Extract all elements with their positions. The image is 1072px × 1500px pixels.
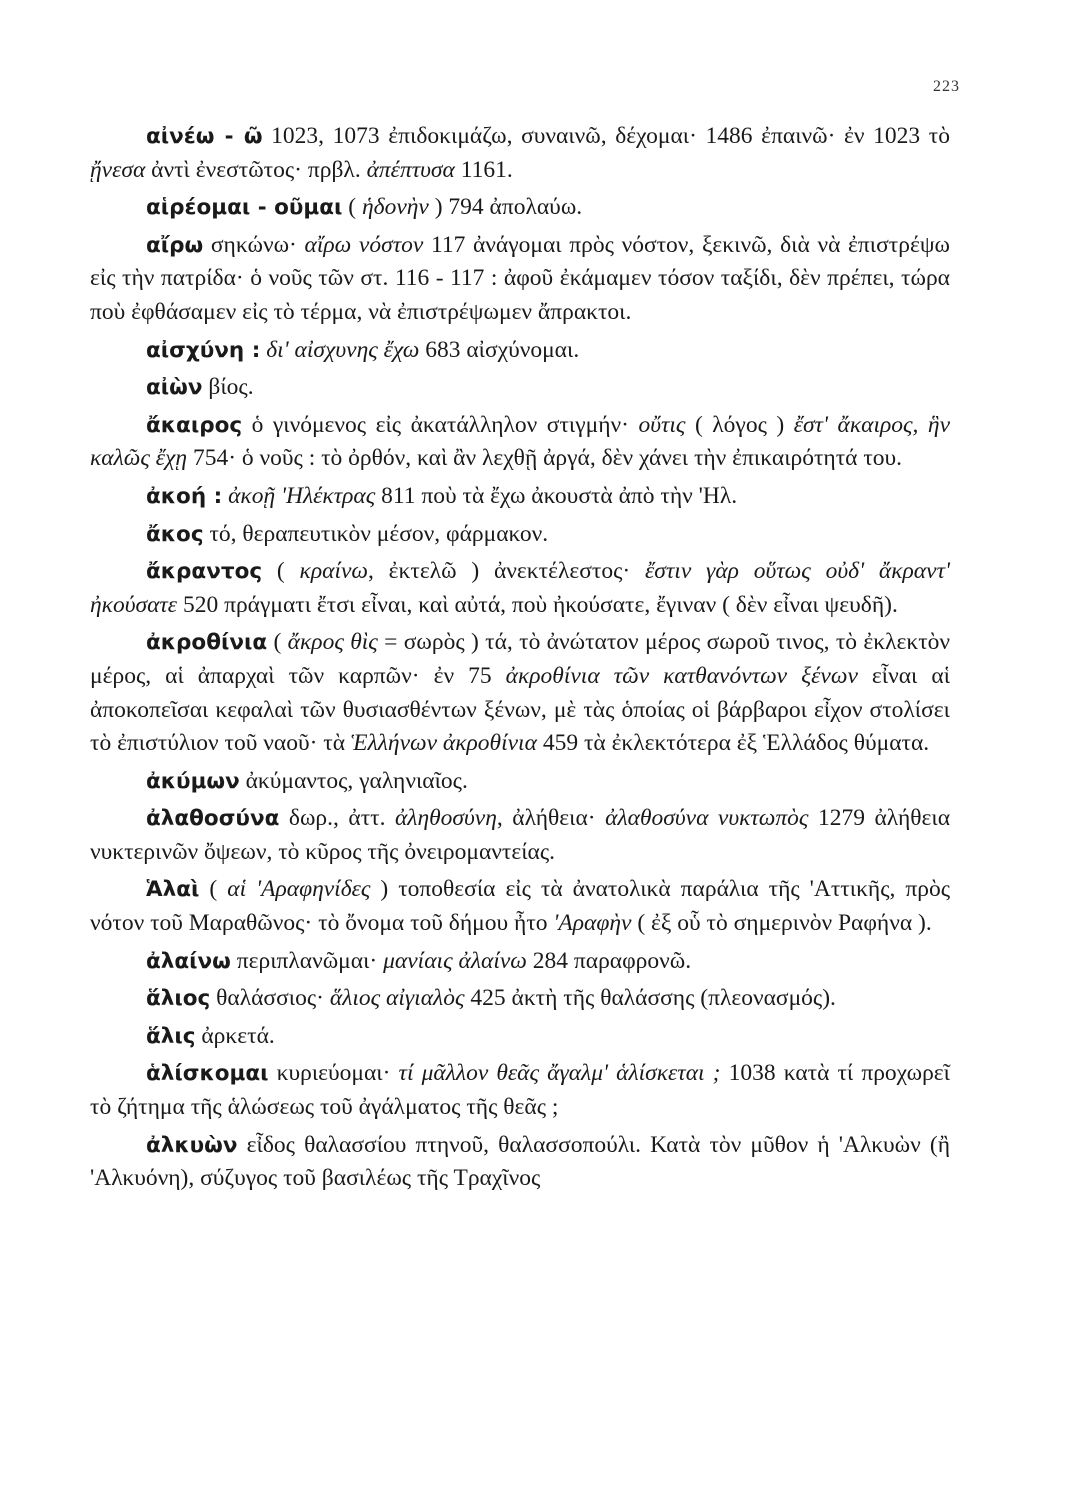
entry-text: , ἀλήθεια· <box>496 805 606 832</box>
entry-headword: ἀκοή : <box>146 483 223 509</box>
entry-headword: ἅλιος <box>146 986 211 1012</box>
entry-headword: ἀλκυὼν <box>146 1132 238 1158</box>
entry-citation: μανίαις ἀλαίνω <box>383 947 527 974</box>
entry-headword: αἰνέω - ῶ <box>146 124 263 149</box>
dictionary-entries <box>90 120 950 1200</box>
entry-text: τό, θεραπευτικὸν μέσον, φάρμακον. <box>209 520 549 547</box>
entry-headword: αἴρω <box>146 232 204 258</box>
entry-text: ( λόγος ) <box>685 411 794 438</box>
entry-citation: ἡδονὴν <box>361 194 429 221</box>
dictionary-entry <box>90 626 950 760</box>
entry-citation: ᾔνεσα <box>90 156 146 183</box>
dictionary-entry <box>90 765 950 799</box>
entry-text: ( <box>276 558 300 585</box>
entry-citation: ἀλαθοσύνα νυκτωπὸς <box>605 805 809 832</box>
entry-text: 754· ὁ νοῦς : τὸ ὀρθόν, καὶ ἂν λεχθῇ ἀργά, δὲν χάνει τὴν ἐπικαιρότητά του. <box>187 445 903 472</box>
entry-text: κυριεύομαι· <box>276 1060 399 1087</box>
entry-citation: ἀκροθίνια τῶν κατθανόντων ξένων <box>505 662 858 689</box>
entry-text: ( <box>348 194 362 221</box>
dictionary-entry <box>90 873 950 940</box>
entry-text: δωρ., ἀττ. <box>288 805 395 832</box>
entry-headword: αἰσχύνη : <box>146 337 261 363</box>
entry-text: ( <box>273 629 288 656</box>
entry-text: = σωρὸς ) τά, τὸ ἀνώτατον μέρος σωροῦ τινος, τὸ ἐκλεκτὸν μέρος, αἱ ἀπαρχαὶ τῶν καρπῶν· ἐν 75 <box>90 629 951 689</box>
entry-headword: ἄκαιρος <box>146 412 243 438</box>
entry-text: ( <box>209 876 228 903</box>
entry-headword: ἀκροθίνια <box>146 630 268 656</box>
entry-text: βίος. <box>208 374 254 401</box>
entry-headword: Ἁλαὶ <box>146 877 200 903</box>
entry-text: 683 αἰσχύνομαι. <box>419 336 580 363</box>
entry-text: εἶδος θαλασσίου πτηνοῦ, θαλασσοπούλι. Κατὰ τὸν μῦθον ἡ 'Αλκυὼν (ἢ 'Αλκυόνη), σύζυγος τοῦ βασιλέως τῆς Τραχῖνος <box>90 1131 950 1192</box>
entry-text: 1023, 1073 ἐπιδοκιμάζω, συναινῶ, δέχομαι· 1486 ἐπαινῶ· ἐν 1023 τὸ <box>271 123 950 149</box>
entry-text: 117 ἀνάγομαι πρὸς νόστον, ξεκινῶ, διὰ νὰ ἐπιστρέψω εἰς τὴν πατρίδα· ὁ νοῦς τῶν στ. 116 - 117 : ἀφοῦ ἐκάμαμεν τόσον ταξίδι, δὲν πρέπει, τώρα ποὺ ἐφθάσαμεν εἰς τὸ τέρμα, νὰ ἐπιστρέψωμεν ἄπρακτοι. <box>90 231 950 325</box>
entry-text: 1279 ἀλήθεια νυκτερινῶν ὄψεων, τὸ κῦρος τῆς ὀνειρομαντείας. <box>90 805 951 865</box>
entry-citation: ἔστ' ἄκαιρος, ἣν καλῶς ἔχῃ <box>90 411 951 472</box>
entry-text: 1038 κατὰ τί προχωρεῖ τὸ ζήτημα τῆς ἁλώσεως τοῦ ἀγάλματος τῆς θεᾶς ; <box>90 1060 950 1121</box>
entry-text: ἀρκετά. <box>201 1022 275 1049</box>
entry-headword: ἅλις <box>146 1023 196 1049</box>
dictionary-entry <box>90 1129 950 1196</box>
entry-text: 811 ποὺ τὰ ἔχω ἀκουστὰ ἀπὸ τὴν 'Ηλ. <box>375 482 738 509</box>
dictionary-entry <box>90 229 950 330</box>
entry-citation: ἀληθοσύνη <box>394 805 497 832</box>
entry-citation: αἱ 'Αραφηνίδες <box>227 876 371 903</box>
entry-headword: αἰὼν <box>146 375 203 401</box>
entry-text: 284 παραφρονῶ. <box>526 947 692 974</box>
entry-citation: ἅλιος αἰγιαλὸς <box>329 985 465 1012</box>
entry-text: σηκώνω· <box>210 231 305 258</box>
entry-headword: ἀλαθοσύνα <box>146 806 280 832</box>
entry-citation: Ἑλλήνων ἀκροθίνια <box>350 730 537 757</box>
entry-citation: ἔστιν γὰρ οὕτως οὐδ' ἄκραντ' ἠκούσατε <box>90 558 951 618</box>
entry-text: ἀκύμαντος, γαληνιαῖος. <box>245 767 468 794</box>
entry-text: εἶναι αἱ ἀποκοπεῖσαι κεφαλαὶ τῶν θυσιασθέντων ξένων, μὲ τὰς ὁποίας οἱ βάρβαροι εἶχον στολίσει τὸ ἐπιστύλιον τοῦ ναοῦ· τὰ <box>90 662 951 757</box>
entry-text: ) τοποθεσία εἰς τὰ ἀνατολικὰ παράλια τῆς 'Αττικῆς, πρὸς νότον τοῦ Μαραθῶνος· τὸ ὄνομα τοῦ δήμου ἦτο <box>90 876 951 937</box>
page-number: 223 <box>933 78 960 95</box>
dictionary-entry <box>90 518 950 552</box>
dictionary-entry <box>90 945 950 979</box>
entry-citation: αἴρω νόστον <box>304 231 424 258</box>
entry-citation: τί μᾶλλον θεᾶς ἄγαλμ' ἁλίσκεται ; <box>398 1060 721 1087</box>
entry-text: ) 794 ἀπολαύω. <box>428 194 583 221</box>
entry-text: 1161. <box>454 156 513 183</box>
dictionary-entry <box>90 1020 950 1054</box>
entry-headword: ἁλίσκομαι <box>146 1061 269 1087</box>
entry-headword: ἀκύμων <box>146 768 240 794</box>
entry-text: 425 ἀκτὴ τῆς θαλάσσης (πλεονασμός). <box>464 985 836 1012</box>
entry-text: , ἐκτελῶ ) ἀνεκτέλεστος· <box>368 558 646 585</box>
dictionary-entry <box>90 191 950 225</box>
entry-text: ὁ γινόμενος εἰς ἀκατάλληλον στιγμήν· <box>251 411 639 438</box>
entry-headword: ἄκος <box>146 521 204 547</box>
dictionary-entry <box>90 802 950 869</box>
dictionary-entry <box>90 982 950 1016</box>
entry-headword: αἱρέομαι - οῦμαι <box>146 195 343 221</box>
entry-text: περιπλανῶμαι· <box>236 947 384 974</box>
dictionary-entry <box>90 555 950 622</box>
entry-citation: δι' αἰσχυνης ἔχω <box>266 336 420 363</box>
entry-headword: ἀλαίνω <box>146 948 231 974</box>
entry-citation: οὔτις <box>638 411 686 438</box>
dictionary-entry <box>90 120 950 187</box>
dictionary-entry <box>90 334 950 368</box>
entry-text: ( ἐξ οὗ τὸ σημερινὸν Ραφήνα ). <box>631 910 932 937</box>
entry-text: ἀντὶ ἐνεστῶτος· πρβλ. <box>145 156 367 183</box>
dictionary-entry <box>90 409 950 476</box>
dictionary-entry <box>90 371 950 405</box>
entry-text: 459 τὰ ἐκλεκτότερα ἐξ Ἑλλάδος θύματα. <box>536 730 930 757</box>
entry-citation: κραίνω <box>299 558 368 585</box>
entry-text: 520 πράγματι ἔτσι εἶναι, καὶ αὐτά, ποὺ ἠκούσατε, ἔγιναν ( δὲν εἶναι ψευδῆ). <box>177 591 898 618</box>
entry-headword: ἄκραντος <box>146 559 263 585</box>
entry-text: θαλάσσιος· <box>216 985 330 1012</box>
dictionary-entry <box>90 1057 950 1124</box>
entry-citation: ἀκοῇ 'Ηλέκτρας <box>228 482 376 509</box>
entry-citation: ἄκρος θὶς <box>287 629 378 656</box>
dictionary-entry <box>90 480 950 514</box>
entry-citation: 'Αραφὴν <box>553 910 632 937</box>
entry-citation: ἀπέπτυσα <box>366 156 455 183</box>
